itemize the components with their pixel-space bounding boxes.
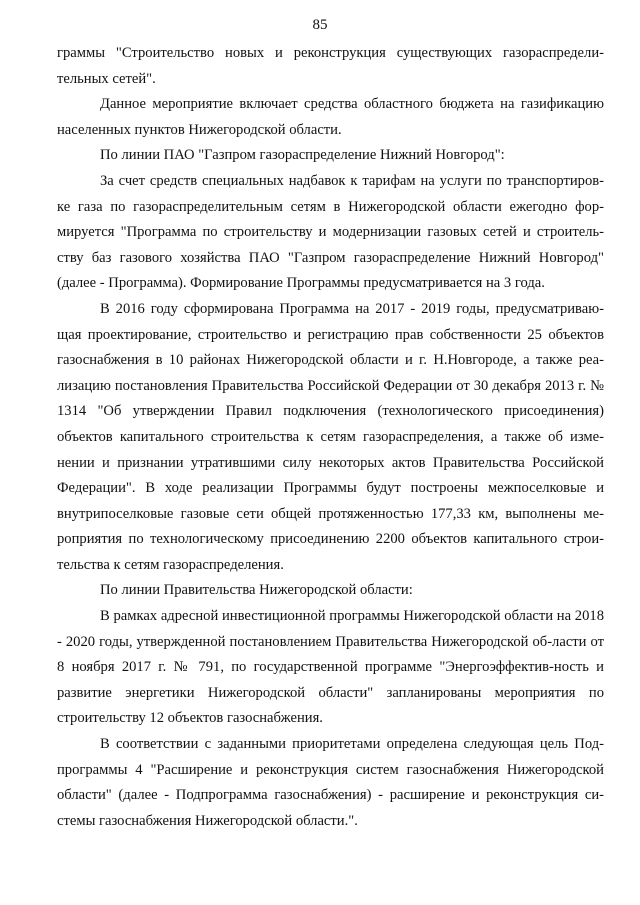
paragraph-regional-budget: Данное мероприятие включает средства областного бюджета на газификацию населенных пунктов Нижегородской области. <box>57 96 604 138</box>
paragraph-gazprom-heading: По линии ПАО "Газпром газораспределение Нижний Новгород": <box>100 147 505 164</box>
paragraph-subprogram-goal: В соответствии с заданными приоритетами определена следующая цель Под-программы 4 "Расширение и реконструкция систем газоснабжения Нижегородской области" (далее - Подпрограмма газоснабжения) - расширение и реконструкция си-стемы газоснабжения Нижегородской области.". <box>57 736 604 829</box>
paragraph-government-heading: По линии Правительства Нижегородской области: <box>100 582 413 599</box>
paragraph-continuation: граммы "Строительство новых и реконструкция существующих газораспредели-тельных сетей". <box>57 45 604 87</box>
paragraph-gazprom-program: За счет средств специальных надбавок к тарифам на услуги по транспортиров-ке газа по газораспределительным сетям в Нижегородской области ежегодно фор-мируется "Программа по строительству и модернизации газовых сетей и строитель-ству баз газового хозяйства ПАО "Газпром газораспределение Нижний Новгород" (далее - Программа). Формирование Программы предусматривается на 3 года. <box>57 172 604 292</box>
paragraph-program-2017-2019: В 2016 году сформирована Программа на 2017 - 2019 годы, предусматриваю-щая проектирование, строительство и регистрацию прав собственности 25 объектов газоснабжения в 10 районах Нижегородской области и г. Н.Новгороде, а также реа-лизацию постановления Правительства Российской Федерации от 30 декабря 2013 г. № 1314 "Об утверждении Правил подключения (технологического присоединения) объектов капитального строительства к сетям газораспределения, а также об изме-нении и признании утратившими силу некоторых актов Правительства Российской Федерации". В ходе реализации Программы будут построены межпоселковые и внутрипоселковые газовые сети общей протяженностью 177,33 км, выполнены ме-роприятия по технологическому присоединению 2200 объектов капитального строи-тельства к сетям газораспределения. <box>57 300 604 573</box>
document-body <box>57 41 604 834</box>
paragraph-investment-program: В рамках адресной инвестиционной программы Нижегородской области на 2018 - 2020 годы, утвержденной постановлением Правительства Нижегородской об-ласти от 8 ноября 2017 г. № 791, по государственной программе "Энергоэффектив-ность и развитие энергетики Нижегородской области" запланированы мероприятия по строительству 12 объектов газоснабжения. <box>57 608 604 727</box>
page-number: 85 <box>312 17 328 33</box>
